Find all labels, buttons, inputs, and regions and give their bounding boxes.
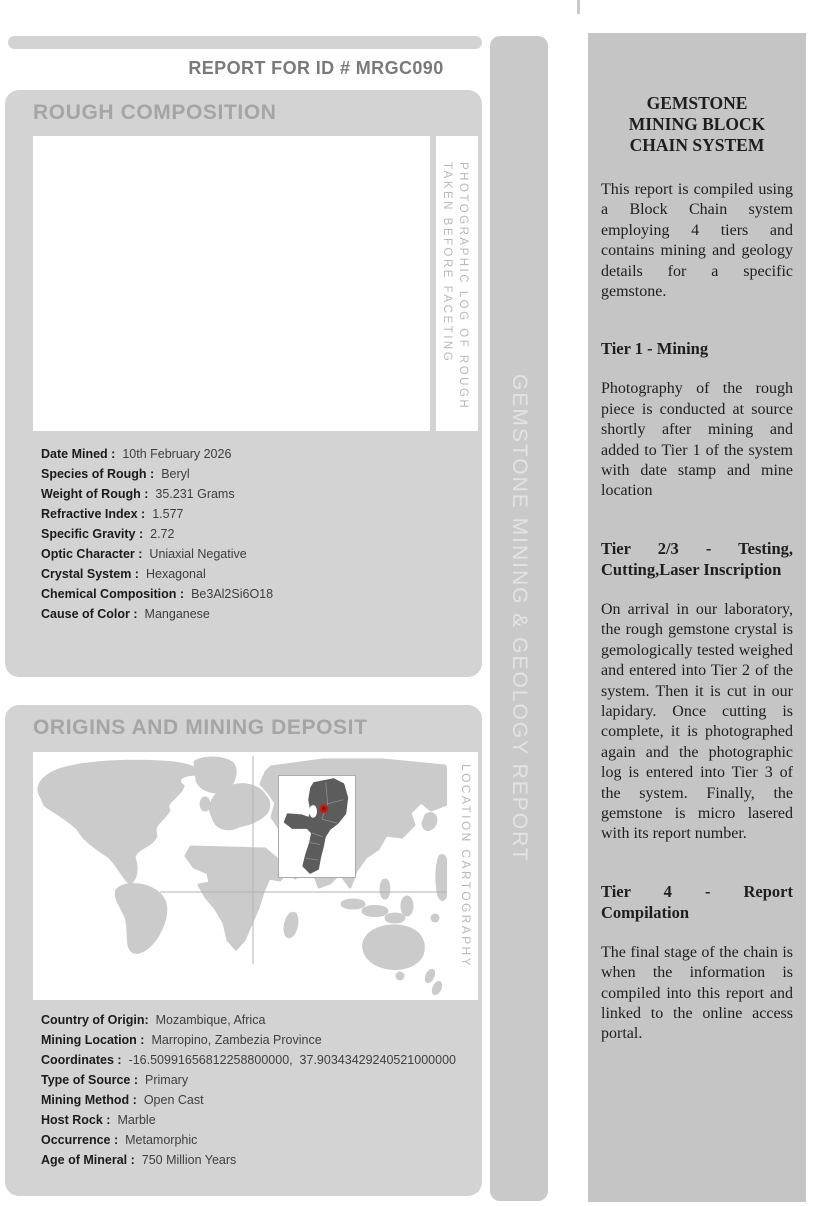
mozambique-shape [285,779,347,873]
country-inset-map [278,775,356,878]
island-britain [201,798,209,810]
field-row [41,1010,477,1030]
field-row [41,1130,477,1150]
island-tasmania [397,973,403,979]
field-label: Occurrence : [41,1133,119,1147]
lake-notch [309,805,317,818]
photo-caption-line1: PHOTOGRAPHIC LOG OF ROUGH [457,162,469,411]
rough-fields-list [41,444,477,624]
field-value: Metamorphic [125,1133,198,1147]
island-madagascar [283,912,299,938]
field-row [41,1030,477,1050]
field-label: Weight of Rough : [41,487,149,501]
field-value: Primary [145,1073,189,1087]
field-value: Open Cast [143,1093,204,1107]
field-value: Mozambique, Africa [155,1013,266,1027]
photo-caption-line2: TAKEN BEFORE FACETING [441,162,453,364]
field-label: Chemical Composition : [41,587,185,601]
field-row [41,544,477,564]
field-label: Mining Location : [41,1033,145,1047]
field-row [41,1070,477,1090]
field-label: Country of Origin: [41,1013,149,1027]
report-title: REPORT FOR ID # MRGC090 [188,58,444,78]
field-label: Optic Character : [41,547,143,561]
field-row [41,1050,477,1070]
island-japan [423,814,436,830]
field-row [41,1090,477,1110]
sidebar-intro: This report is compiled using a Block Chain system employing 4 tiers and contains mining and geology details for a specific gemstone. [601,181,793,301]
vertical-banner-strip [490,36,548,1201]
sidebar-title: GEMSTONE MINING BLOCK CHAIN SYSTEM [628,93,766,155]
tier23-paragraph: On arrival in our laboratory, the rough gemstone crystal is gemologically tested weighed and entered into Tier 2 of the system. Then it is cut in our lapidary. Once cutting is complete, it is photographed again and the photographic log is entered into Tier 3 of the system. Finally, the gemstone is micro lasered with its report number. [601,600,793,843]
island-borneo [402,897,412,915]
field-label: Coordinates : [41,1053,122,1067]
island-nz-south [432,981,443,994]
field-value: Uniaxial Negative [149,547,247,561]
field-row [41,564,477,584]
field-label: Host Rock : [41,1113,111,1127]
field-row [41,604,477,624]
origins-title: ORIGINS AND MINING DEPOSIT [33,716,368,739]
island-sumatra [342,900,364,908]
island-nz-north [425,969,436,982]
field-value: 750 Million Years [141,1153,237,1167]
rough-composition-panel [5,90,482,677]
edge-island [432,915,438,921]
photo-caption [439,162,471,410]
origins-fields-list [41,1010,477,1170]
field-value: Marble [117,1113,156,1127]
edge-landmass [437,856,447,900]
map-caption: LOCATION CARTOGRAPHY [459,764,473,969]
mozambique-map [279,776,355,877]
tier1-paragraph: Photography of the rough piece is conducted at source shortly after mining and added to Tier 1 of the system with date stamp and mine location [601,380,793,500]
field-label: Type of Source : [41,1073,139,1087]
continent-africa [186,847,285,949]
field-label: Species of Rough : [41,467,155,481]
field-value: Manganese [144,607,210,621]
island-java [363,907,387,916]
island-philippines [381,880,389,898]
field-value: 2.72 [150,527,175,541]
mine-location-marker-core [322,807,326,811]
continent-north-america [39,761,198,883]
field-row [41,1110,477,1130]
page-top-tick [577,0,580,14]
tier23-heading: Tier 2/3 - Testing, Cutting,Laser Inscription [601,538,793,579]
photo-caption-divider [430,136,436,431]
field-label: Date Mined : [41,447,116,461]
field-value: Hexagonal [145,567,206,581]
field-label: Crystal System : [41,567,139,581]
field-value: -16.50991656812258800000, 37.90343429240521000000 [128,1053,456,1067]
field-row [41,444,477,464]
rough-composition-title: ROUGH COMPOSITION [33,101,277,124]
field-value: 1.577 [152,507,184,521]
field-label: Specific Gravity : [41,527,144,541]
continent-south-america [116,885,166,953]
field-value: Marropino, Zambezia Province [151,1033,322,1047]
continent-australia [364,926,424,969]
rough-photo-area [33,136,478,431]
field-row [41,504,477,524]
island-newguinea [386,914,404,922]
continent-europe [210,785,269,829]
field-value: Beryl [161,467,190,481]
field-label: Cause of Color : [41,607,138,621]
field-value: 35.231 Grams [155,487,235,501]
vertical-banner-text: GEMSTONE MINING & GEOLOGY REPORT [508,374,531,863]
tier4-heading: Tier 4 - Report Compilation [601,881,793,922]
location-map-area [33,752,478,1000]
tier1-heading: Tier 1 - Mining [601,339,709,359]
field-row [41,484,477,504]
field-value: 10th February 2026 [122,447,232,461]
tier4-paragraph: The final stage of the chain is when the information is compiled into this report and linked to the online access portal. [601,943,793,1043]
field-label: Age of Mineral : [41,1153,135,1167]
world-map [33,752,447,1000]
field-label: Mining Method : [41,1093,137,1107]
field-row [41,464,477,484]
field-row [41,524,477,544]
field-value: Be3Al2Si6O18 [191,587,274,601]
header-rule [8,36,482,49]
field-row [41,1150,477,1170]
field-label: Refractive Index : [41,507,146,521]
field-row [41,584,477,604]
origins-panel [5,705,482,1196]
blockchain-sidebar [588,33,806,1202]
